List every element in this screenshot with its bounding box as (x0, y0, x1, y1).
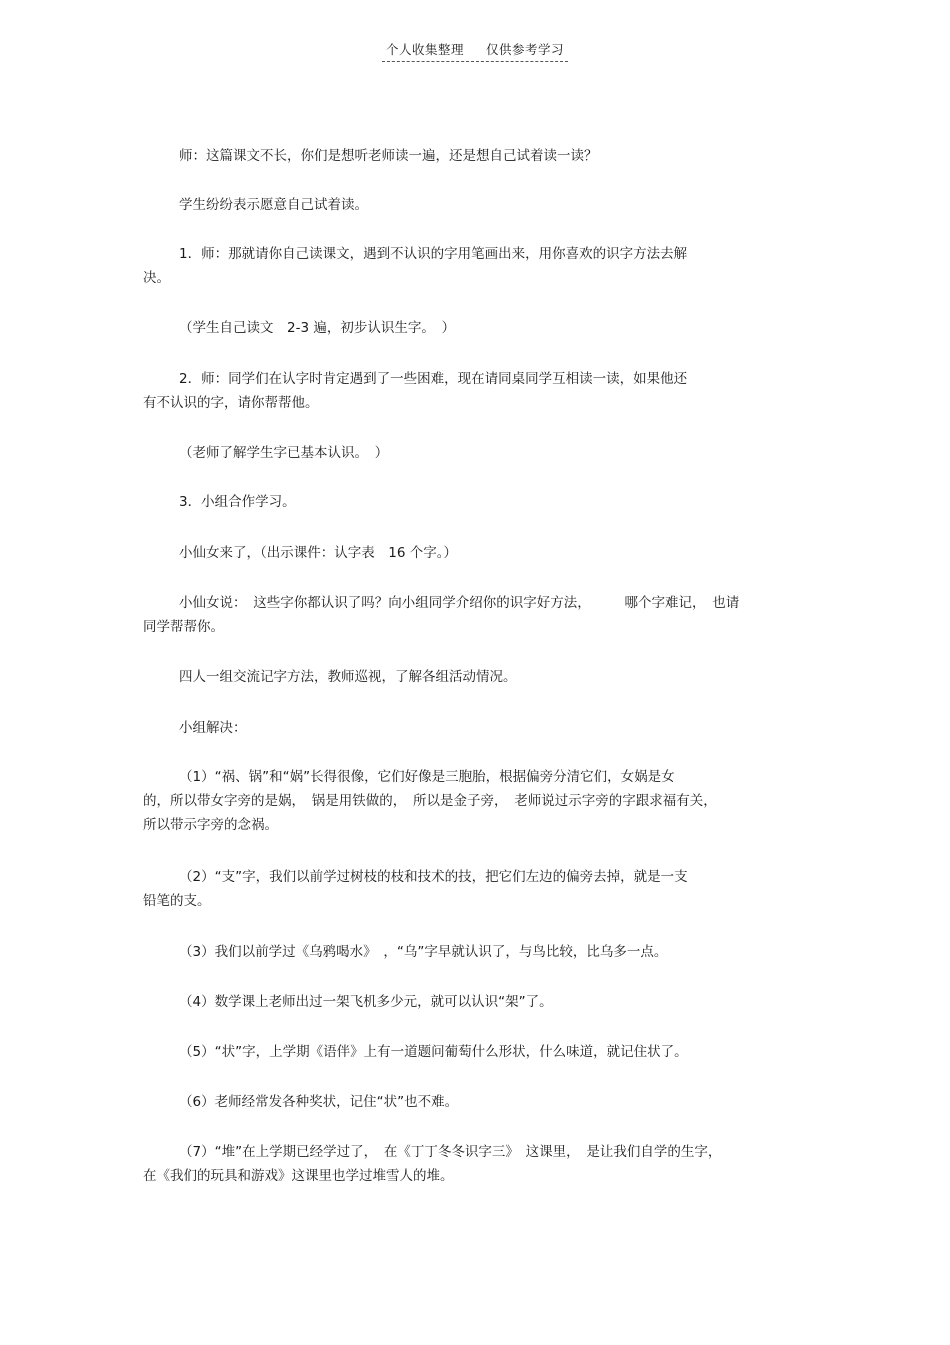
text-line: 铅笔的支。 (143, 893, 211, 909)
text-line: 3．小组合作学习。 (179, 494, 296, 510)
paragraph-note-teacher (143, 441, 803, 465)
text-line: 1．师：那就请你自己读课文，遇到不认识的字用笔画出来，用你喜欢的识字方法去解 (179, 246, 688, 262)
paragraph-item-7 (143, 1140, 803, 1188)
paragraph-step-2 (143, 367, 803, 415)
paragraph-fairy-says (143, 591, 803, 639)
text-line: （3）我们以前学过《乌鸦喝水》 ，“乌”字早就认识了，与鸟比较，比乌多一点。 (179, 944, 668, 960)
paragraph-fairy-arrives (143, 541, 803, 565)
paragraph-group-solve (143, 716, 803, 740)
paragraph-item-6 (143, 1090, 803, 1114)
paragraph-students-respond (143, 193, 803, 217)
paragraph-item-5 (143, 1040, 803, 1064)
paragraph-item-3 (143, 940, 803, 964)
paragraph-step-3 (143, 490, 803, 514)
text-line: （老师了解学生字已基本认识。 ） (179, 445, 389, 461)
text-line: 四人一组交流记字方法，教师巡视，了解各组活动情况。 (179, 669, 517, 685)
text-line: 小仙女说： 这些字你都认识了吗？向小组同学介绍你的识字好方法， 哪个字难记， 也请 (179, 595, 740, 611)
paragraph-step-1 (143, 242, 803, 290)
paragraph-note-reading (143, 316, 803, 340)
header-right-text: 仅供参考学习 (486, 42, 565, 57)
text-line: （6）老师经常发各种奖状，记住“状”也不难。 (179, 1094, 459, 1110)
text-line: （5）“状”字，上学期《语伴》上有一道题问葡萄什么形状，什么味道，就记住状了。 (179, 1044, 688, 1060)
paragraph-item-1 (143, 765, 803, 837)
header-line (382, 40, 568, 62)
text-line: （4）数学课上老师出过一架飞机多少元，就可以认识“架”了。 (179, 994, 553, 1010)
text-line: （1）“祸、锅”和“娲”长得很像，它们好像是三胞胎，根据偏旁分清它们，女娲是女 (179, 769, 675, 785)
paragraph-item-4 (143, 990, 803, 1014)
text-line: （学生自己读文 2-3 遍，初步认识生字。 ） (179, 320, 456, 336)
text-line: 在《我们的玩具和游戏》这课里也学过堆雪人的堆。 (143, 1168, 454, 1184)
text-line: 所以带示字旁的念祸。 (143, 817, 278, 833)
text-line: 小组解决： (179, 720, 247, 736)
paragraph-item-2 (143, 865, 803, 913)
paragraph-group-exchange (143, 665, 803, 689)
text-line: 决。 (143, 270, 170, 286)
text-line: （7）“堆”在上学期已经学过了， 在《丁丁冬冬识字三》 这课里， 是让我们自学的生字， (179, 1144, 722, 1160)
text-line: 有不认识的字，请你帮帮他。 (143, 395, 319, 411)
text-line: 同学帮帮你。 (143, 619, 224, 635)
text-line: 学生纷纷表示愿意自己试着读。 (179, 197, 368, 213)
header-left-text: 个人收集整理 (385, 42, 464, 57)
text-line: 的，所以带女字旁的是娲， 锅是用铁做的， 所以是金子旁， 老师说过示字旁的字跟求福有关， (143, 793, 717, 809)
text-line: 师：这篇课文不长，你们是想听老师读一遍，还是想自己试着读一读？ (179, 148, 598, 164)
paragraph-teacher-question (143, 144, 803, 168)
text-line: 小仙女来了，（出示课件：认字表 16 个字。） (179, 545, 457, 561)
text-line: 2．师：同学们在认字时肯定遇到了一些困难，现在请同桌同学互相读一读，如果他还 (179, 371, 688, 387)
text-line: （2）“支”字，我们以前学过树枝的枝和技术的技，把它们左边的偏旁去掉，就是一支 (179, 869, 688, 885)
page-header (0, 40, 950, 62)
